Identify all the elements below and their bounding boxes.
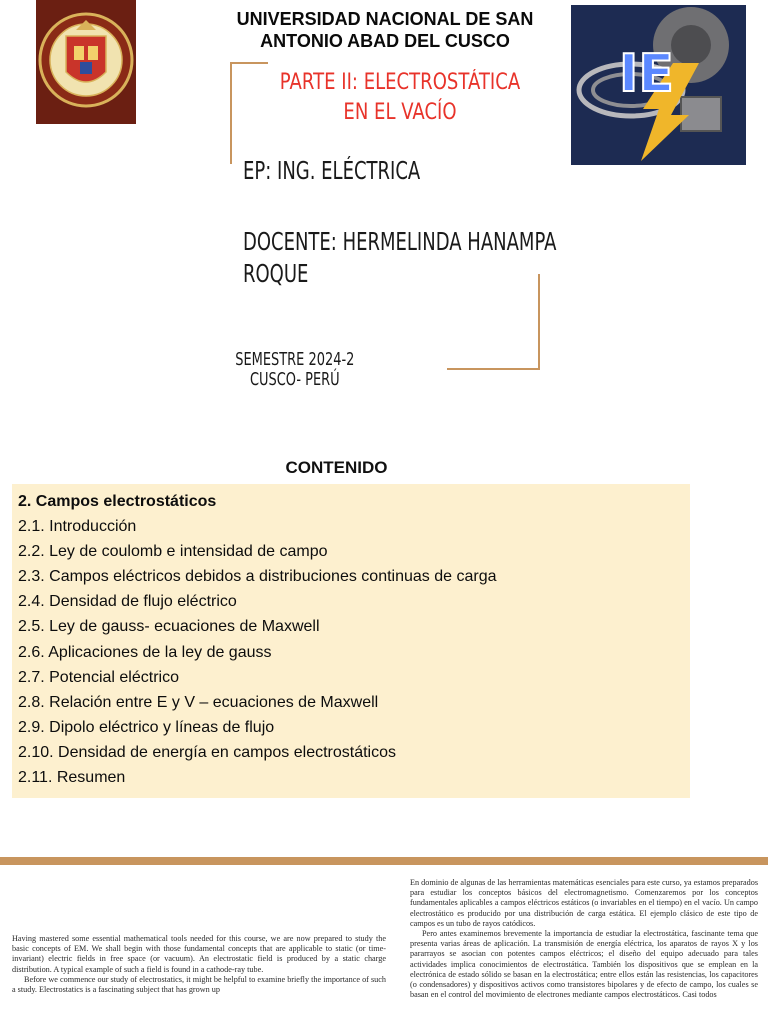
contents-item: 2.8. Relación entre E y V – ecuaciones de Maxwell [18, 693, 379, 711]
contents-item: 2.2. Ley de coulomb e intensidad de campo [18, 543, 328, 561]
ie-logo-graphic [571, 5, 746, 165]
contents-item: 2. Campos electrostáticos [18, 493, 217, 510]
contents-item: 2.9. Dipolo eléctrico y líneas de flujo [18, 718, 275, 736]
slide-divider [0, 857, 768, 865]
contents-item: 2.6. Aplicaciones de la ley de gauss [18, 643, 272, 661]
location-label: CUSCO- PERÚ [249, 369, 340, 390]
contents-item: 2.4. Densidad de flujo eléctrico [18, 593, 237, 611]
contents-item: 2.3. Campos eléctricos debidos a distribuciones continuas de carga [18, 568, 497, 586]
semester-label: SEMESTRE 2024-2 [235, 349, 355, 370]
english-paragraph: Having mastered some essential mathematical tools needed for this course, we are now prepared to study the basic concepts of EM. We shall begin with those fundamental concepts that are applicable to static (or time-invariant) electric fields in free space (or vacuum). An electrostatic field is produced by a static charge distribution. A typical example of such a field is found in a cathode-ray tube. [12, 934, 386, 974]
contents-box [12, 484, 690, 798]
spanish-paragraph: En dominio de algunas de las herramientas matemáticas esenciales para este curso, ya estamos preparados para estudiar los conceptos básicos del electromagnetismo. Comenzaremos por los conceptos fundamentales aplicables a campos eléctricos estáticos (o invariables en el tiempo) en el vacío. Un campo electrostático es producido por una distribución de carga estática. El ejemplo clásico de este tipo de campos es un tubo de rayos catódicos. [410, 878, 758, 928]
contents-list [12, 484, 690, 790]
english-text-excerpt [12, 934, 386, 1024]
docente-label: DOCENTE: HERMELINDA HANAMPA ROQUE [243, 227, 557, 288]
university-seal [36, 0, 136, 124]
contents-item: 2.11. Resumen [18, 769, 126, 787]
spanish-text-excerpt [410, 878, 758, 1024]
contents-item: 2.10. Densidad de energía en campos electrostáticos [18, 743, 397, 761]
ie-logo [571, 5, 746, 165]
contents-item: 2.5. Ley de gauss- ecuaciones de Maxwell [18, 618, 320, 636]
english-paragraph: Before we commence our study of electrostatics, it might be helpful to examine briefly the importance of such a study. Electrostatics is a fascinating subject that has grown up [12, 974, 386, 995]
university-seal-graphic [36, 0, 136, 124]
ep-label: EP: ING. ELÉCTRICA [243, 156, 421, 185]
contents-item: 2.7. Potencial eléctrico [18, 668, 179, 686]
ie-logo-text: IE [619, 44, 674, 104]
contents-item: 2.1. Introducción [18, 518, 137, 536]
contents-heading: CONTENIDO [285, 458, 388, 477]
decorative-bracket-bottom [447, 274, 540, 370]
part-title: PARTE II: ELECTROSTÁTICA EN EL VACÍO [279, 70, 521, 125]
spanish-paragraph: Pero antes examinemos brevemente la importancia de estudiar la electrostática, fascinante tema que presenta varias áreas de aplicación. La transmisión de energía eléctrica, los aparatos de rayos X y los pararrayos se asocian con potentes campos eléctricos; el diseño del equipo adecuado para tales actividades implica conocimientos de electrostática. También los dispositivos que se emplean en la electrónica de estado sólido se basan en la electrostática; entre ellos están las resistencias, los capacitores (o condensadores) y dispositivos activos como transistores bipolares y de efecto de campo, los cuales se basan en el control del movimiento de electrones mediante campos electrostáticos. Casi todos [410, 929, 758, 1000]
semester-info [230, 350, 360, 390]
university-title: UNIVERSIDAD NACIONAL DE SAN ANTONIO ABAD DEL CUSCO [236, 9, 534, 51]
decorative-bracket-top [230, 62, 268, 164]
